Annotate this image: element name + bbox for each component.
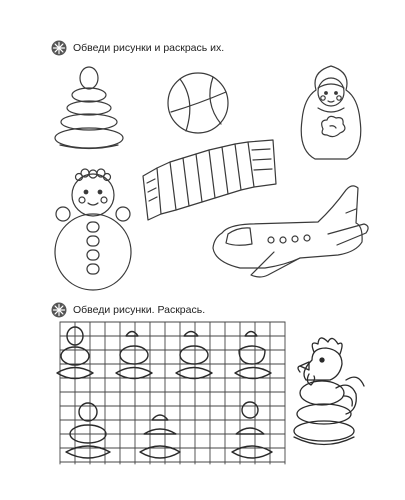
pyramid-toy-drawing	[55, 67, 123, 149]
grid-pyramid-row-1	[57, 327, 271, 379]
ball-drawing	[168, 73, 228, 133]
task-1-text: Обведи рисунки и раскрась их.	[73, 42, 225, 54]
roly-poly-doll-drawing	[55, 169, 131, 290]
grid-pyramid-row-2	[66, 402, 272, 458]
airplane-drawing	[213, 186, 368, 277]
rooster-pyramid-drawing	[294, 338, 364, 445]
accordion-drawing	[143, 140, 276, 220]
matryoshka-drawing	[301, 66, 361, 159]
task-2-text: Обведи рисунки. Раскрась.	[73, 304, 206, 316]
